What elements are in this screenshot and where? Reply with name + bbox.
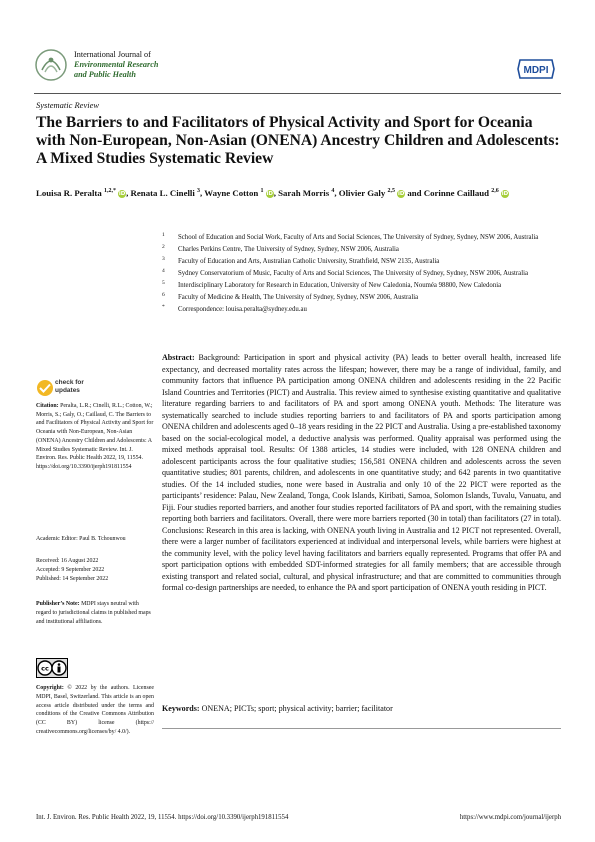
author-affiliation-marker: 1,2,* (103, 188, 116, 194)
svg-text:MDPI: MDPI (523, 65, 549, 76)
orcid-icon[interactable]: iD (266, 190, 273, 197)
keywords-label: Keywords: (162, 704, 200, 713)
affiliation-number: 6 (162, 292, 165, 298)
affiliation-text: School of Education and Social Work, Faculty of Arts and Social Sciences, The University of Sydney, Sydney, NSW 2006, Australia (178, 234, 539, 241)
academic-editor: Academic Editor: Paul B. Tchounwou (36, 536, 126, 542)
affiliation-number: 5 (162, 280, 165, 286)
affiliation-item (162, 269, 562, 278)
affiliation-item (162, 245, 562, 254)
publication-dates (36, 557, 154, 584)
author-name: Olivier Galy $^{2,5}$ iD (338, 187, 405, 198)
orcid-icon[interactable]: iD (118, 190, 126, 197)
affiliation-number: 2 (162, 244, 165, 250)
orcid-icon[interactable]: iD (501, 190, 509, 197)
affiliation-number: 3 (162, 256, 165, 262)
publisher-note-label: Publisher’s Note: (36, 601, 80, 607)
footer-journal-url[interactable]: https://www.mdpi.com/journal/ijerph (459, 814, 561, 821)
published-date: Published: 14 September 2022 (36, 576, 109, 582)
check-for-updates-label[interactable]: check for updates (55, 379, 84, 394)
keywords-divider (162, 728, 561, 729)
copyright-label: Copyright: (36, 685, 64, 691)
citation-label: Citation: (36, 403, 59, 409)
affiliation-item (162, 281, 562, 290)
received-date: Received: 16 August 2022 (36, 558, 99, 564)
affiliation-item (162, 293, 562, 302)
orcid-icon[interactable]: iD (397, 190, 405, 197)
copyright (36, 684, 154, 737)
author-name: Louisa R. Peralta $^{1,2,*}$ iD (36, 187, 126, 198)
abstract-label: Abstract: (162, 353, 195, 362)
affiliation-item (162, 305, 562, 314)
author-affiliation-marker: 2,5 (387, 188, 395, 194)
header-divider (34, 93, 561, 94)
citation-text: Peralta, L.R.; Cinelli, R.L.; Cotton, W.; Morris, S.; Galy, O.; Caillaud, C. The Barriers to and Facilitators of Physical Activity and Sport for Oceania with Non-European, Non-Asian (ONENA) Ancestry Children and Adolescents: A Mixed Studies Systematic Review. Int. J. Environ. Res. Public Health 2022, 19, 11554. https://doi.org/10.3390/ijerph191811554 (36, 403, 154, 470)
journal-logo-icon (34, 48, 68, 82)
article-title: The Barriers to and Facilitators of Physical Activity and Sport for Oceania with Non-European, Non-Asian (ONENA) Ancestry Children and Adolescents: A Mixed Studies Systematic Review (36, 114, 560, 167)
affiliation-text: Sydney Conservatorium of Music, Faculty of Arts and Social Sciences, The University of Sydney, Sydney, NSW 2006, Australia (178, 270, 528, 277)
author-name: Corinne Caillaud $^{2,6}$ iD (423, 187, 509, 198)
affiliations (162, 233, 562, 317)
article-type: Systematic Review (36, 100, 100, 110)
affiliation-text: Faculty of Education and Arts, Australian Catholic University, Strathfield, NSW 2135, Australia (178, 258, 440, 265)
check-for-updates-icon[interactable] (36, 379, 54, 397)
cc-by-license-icon[interactable] (36, 658, 68, 678)
svg-text:cc: cc (41, 664, 49, 673)
affiliation-text: Interdisciplinary Laboratory for Research in Education, University of New Caledonia, Nouméa 98800, New Caledonia (178, 282, 502, 289)
mdpi-logo-icon (516, 58, 556, 80)
affiliation-text: Faculty of Medicine & Health, The University of Sydney, Sydney, NSW 2006, Australia (178, 294, 419, 301)
publisher-note (36, 600, 154, 627)
author-affiliation-marker: 4 (331, 188, 335, 194)
affiliation-number: 1 (162, 232, 165, 238)
abstract (162, 352, 561, 594)
journal-name: International Journal of Environmental Research and Public Health (74, 50, 159, 79)
citation (36, 402, 154, 472)
keywords-text: ONENA; PICTs; sport; physical activity; barrier; facilitator (201, 704, 393, 713)
author-name: Sarah Morris $^4$ (278, 187, 335, 198)
publisher-note-text: MDPI stays neutral with regard to jurisdictional claims in published maps and institutional affiliations. (36, 601, 151, 625)
author-affiliation-marker: 1 (260, 188, 264, 194)
author-list: Louisa R. Peralta $^{1,2,*}$ iD, Renata L. Cinelli $^3$, Wayne Cotton $^1$ iD, Sarah Morris $^4$, Olivier Galy $^{2,5}$ iD and Corinne Caillaud $^{2,6}$ iD (36, 187, 509, 198)
abstract-text: Background: Participation in sport and physical activity (PA) leads to better overall health, increased life expectancy, and decreased mortality rates across the lifespan; however, there may be a range of individual, family, and community factors that influence PA participation among ONENA children and adolescents residing in the 22 Pacific Island Countries and Territories (PICT) and Australia. This review aimed to synthesise existing quantitative and qualitative literature regarding barriers to and facilitators of PA and sport among ONENA youth. Methods: The literature was systematically searched to include studies reporting barriers to and facilitators of PA and sports participation among ONENA children and adolescents aged 0–18 years residing in the 22 PICT and Australia. Using a pre-established taxonomy based on the social-ecological model, a deductive analysis was performed. Quality appraisal was performed using the mixed methods appraisal tool. Results: Of 1388 articles, 14 studies were included, with 128 ONENA children and adolescent participants across the four qualitative studies; 156,581 ONENA children and adolescents across the seven quantitative studies; 801 parents, children, and adolescents in one quantitative study; and 642 parents in two quantitative studies. Of the 14 included studies, none were based in Australia and only 10 of the 22 PICT were reported as the participants’ residence: Palau, New Zealand, Tonga, Cook Islands, Kiribati, Samoa, Solomon Islands, Tuvalu, Vanuatu, and Fiji. Four studies reported barriers, and another four studies reported facilitators of PA and sport, with the remaining studies reporting both barriers and facilitators. Overall, there were more barriers reported (30 in total) than facilitators (27 in total). Conclusions: Research in this area is lacking, with ONENA youth living in Australia and 12 PICT not represented. Overall, there were a larger number of facilitators experienced at individual and interpersonal levels, while barriers were highest at the community level, with the policy level having facilitators and barriers equally represented. Programs that offer PA and sport participation options with embedded SDT-informed strategies for all family members; that are accessible through existing transport and related social, cultural, and physical infrastructure; and that are committed to communities through formal co-design partnerships are needed, to enhance the PA and sport participation of ONENA youth residing in PICT. (162, 353, 561, 592)
author-affiliation-marker: 3 (197, 188, 201, 194)
footer-citation: Int. J. Environ. Res. Public Health 2022, 19, 11554. https://doi.org/10.3390/ijerph191811554 (36, 814, 289, 821)
affiliation-text: Charles Perkins Centre, The University of Sydney, Sydney, NSW 2006, Australia (178, 246, 399, 253)
keywords (162, 703, 561, 715)
accepted-date: Accepted: 9 September 2022 (36, 567, 105, 573)
copyright-text: © 2022 by the authors. Licensee MDPI, Basel, Switzerland. This article is an open access article distributed under the terms and conditions of the Creative Commons Attribution (CC BY) license (https:// creativecommons.org/licenses/by/ 4.0/). (36, 685, 154, 735)
affiliation-item (162, 257, 562, 266)
author-affiliation-marker: 2,6 (491, 188, 499, 194)
affiliation-number: * (162, 304, 165, 310)
affiliation-text: Correspondence: louisa.peralta@sydney.edu.au (178, 306, 307, 313)
affiliation-item (162, 233, 562, 242)
author-name: Wayne Cotton $^1$ iD (204, 187, 273, 198)
affiliation-number: 4 (162, 268, 165, 274)
author-name: Renata L. Cinelli $^3$ (130, 187, 201, 198)
